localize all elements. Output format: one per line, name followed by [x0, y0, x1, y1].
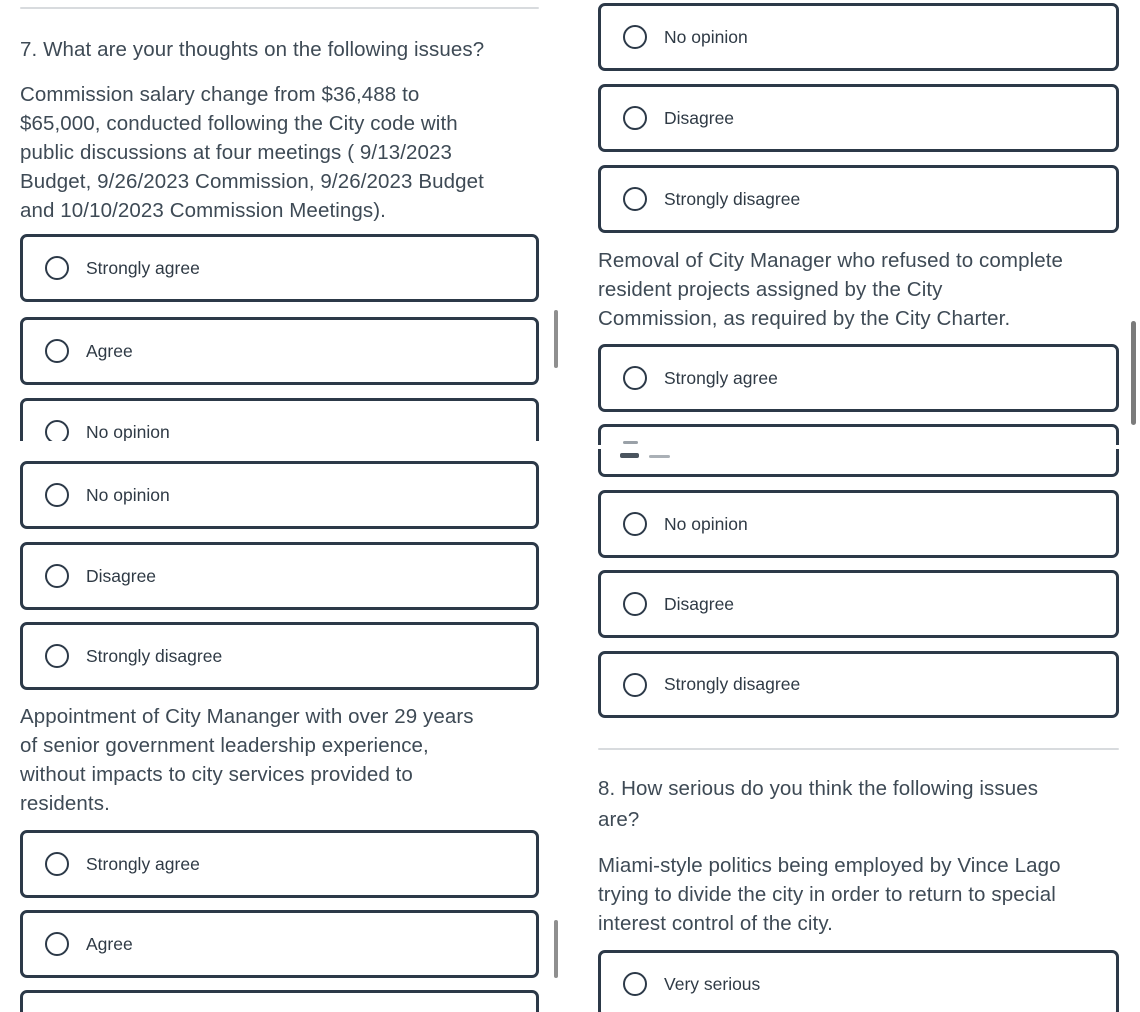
option-label: Strongly agree: [86, 257, 200, 278]
text-line: Commission, as required by the City Charter.: [598, 307, 1011, 330]
radio-icon[interactable]: [623, 592, 647, 616]
radio-icon[interactable]: [45, 932, 69, 956]
option-label: Very serious: [664, 973, 761, 994]
radio-icon[interactable]: [623, 512, 647, 536]
text-line: and 10/10/2023 Commission Meetings).: [20, 199, 386, 222]
option-strongly-disagree[interactable]: [598, 165, 1119, 233]
radio-icon[interactable]: [623, 673, 647, 697]
option-label: Disagree: [664, 593, 735, 614]
text-line: of senior government leadership experience,: [20, 734, 429, 757]
text-line: interest control of the city.: [598, 912, 833, 935]
option-label: Agree: [86, 340, 133, 361]
option-label: No opinion: [664, 513, 748, 534]
option-partial-box[interactable]: [20, 990, 539, 1012]
text-line: residents.: [20, 792, 110, 815]
text-line: Budget, 9/26/2023 Commission, 9/26/2023 Budget: [20, 170, 484, 193]
scrollbar-thumb[interactable]: [554, 920, 558, 978]
text-line: $65,000, conducted following the City code with: [20, 112, 458, 135]
section-divider: [598, 748, 1119, 750]
option-label: Strongly agree: [86, 853, 200, 874]
text-line: are?: [598, 808, 640, 831]
option-agree[interactable]: [20, 910, 539, 978]
radio-icon[interactable]: [623, 366, 647, 390]
section-divider: [20, 7, 539, 9]
glitch-fragment: [620, 453, 639, 458]
glitch-fragment: [649, 455, 670, 458]
option-label: No opinion: [664, 26, 748, 47]
glitch-fragment: [623, 441, 638, 444]
radio-icon[interactable]: [45, 339, 69, 363]
scrollbar-thumb[interactable]: [1131, 321, 1136, 425]
option-disagree[interactable]: [20, 542, 539, 610]
radio-icon[interactable]: [623, 187, 647, 211]
question7-statement2: [20, 702, 539, 818]
option-strongly-disagree[interactable]: [20, 622, 539, 690]
text-line: Removal of City Manager who refused to complete: [598, 249, 1064, 272]
scrollbar-thumb[interactable]: [554, 310, 558, 368]
option-label: Strongly disagree: [86, 645, 223, 666]
option-strongly-agree[interactable]: [598, 344, 1119, 412]
question7-statement3: [598, 246, 1119, 333]
option-disagree[interactable]: [598, 570, 1119, 638]
text-line: 7. What are your thoughts on the following issues?: [20, 38, 485, 61]
option-label: Agree: [86, 933, 133, 954]
option-no-opinion[interactable]: [20, 461, 539, 529]
option-label: Strongly disagree: [664, 188, 801, 209]
option-label: Strongly agree: [664, 367, 778, 388]
option-glitched-top[interactable]: [598, 424, 1119, 445]
option-label: No opinion: [86, 484, 170, 505]
text-line: trying to divide the city in order to return to special: [598, 883, 1056, 906]
text-line: resident projects assigned by the City: [598, 278, 943, 301]
radio-icon[interactable]: [45, 483, 69, 507]
radio-icon[interactable]: [45, 644, 69, 668]
option-label: No opinion: [86, 421, 170, 441]
survey-column-right: [598, 0, 1119, 1012]
text-line: Appointment of City Mananger with over 29 years: [20, 705, 474, 728]
option-label: Disagree: [664, 107, 735, 128]
option-no-opinion[interactable]: [598, 490, 1119, 558]
option-very-serious-clipped[interactable]: [598, 950, 1119, 1012]
option-glitched-bottom[interactable]: [598, 449, 1119, 477]
option-strongly-agree[interactable]: [20, 830, 539, 898]
option-label: Disagree: [86, 565, 157, 586]
option-strongly-agree[interactable]: [20, 234, 539, 302]
question8-statement1: [598, 851, 1119, 938]
radio-icon[interactable]: [45, 852, 69, 876]
survey-column-left: [20, 0, 539, 1012]
option-label: Strongly disagree: [664, 674, 801, 694]
radio-icon[interactable]: [45, 420, 69, 441]
text-line: 8. How serious do you think the following issues: [598, 777, 1039, 800]
text-line: Commission salary change from $36,488 to: [20, 83, 420, 106]
radio-icon[interactable]: [45, 256, 69, 280]
option-no-opinion-clipped[interactable]: [20, 398, 539, 441]
text-line: Miami-style politics being employed by Vince Lago: [598, 854, 1061, 877]
text-line: without impacts to city services provided to: [20, 763, 413, 786]
text-line: public discussions at four meetings ( 9/13/2023: [20, 141, 453, 164]
question7-statement1: [20, 80, 539, 225]
option-no-opinion[interactable]: [598, 3, 1119, 71]
option-disagree[interactable]: [598, 84, 1119, 152]
question8-title: [598, 773, 1119, 835]
radio-icon[interactable]: [45, 564, 69, 588]
radio-icon[interactable]: [623, 106, 647, 130]
radio-icon[interactable]: [623, 25, 647, 49]
option-agree[interactable]: [20, 317, 539, 385]
question7-title: [20, 35, 539, 64]
option-strongly-disagree[interactable]: [598, 651, 1119, 718]
radio-icon[interactable]: [623, 972, 647, 996]
